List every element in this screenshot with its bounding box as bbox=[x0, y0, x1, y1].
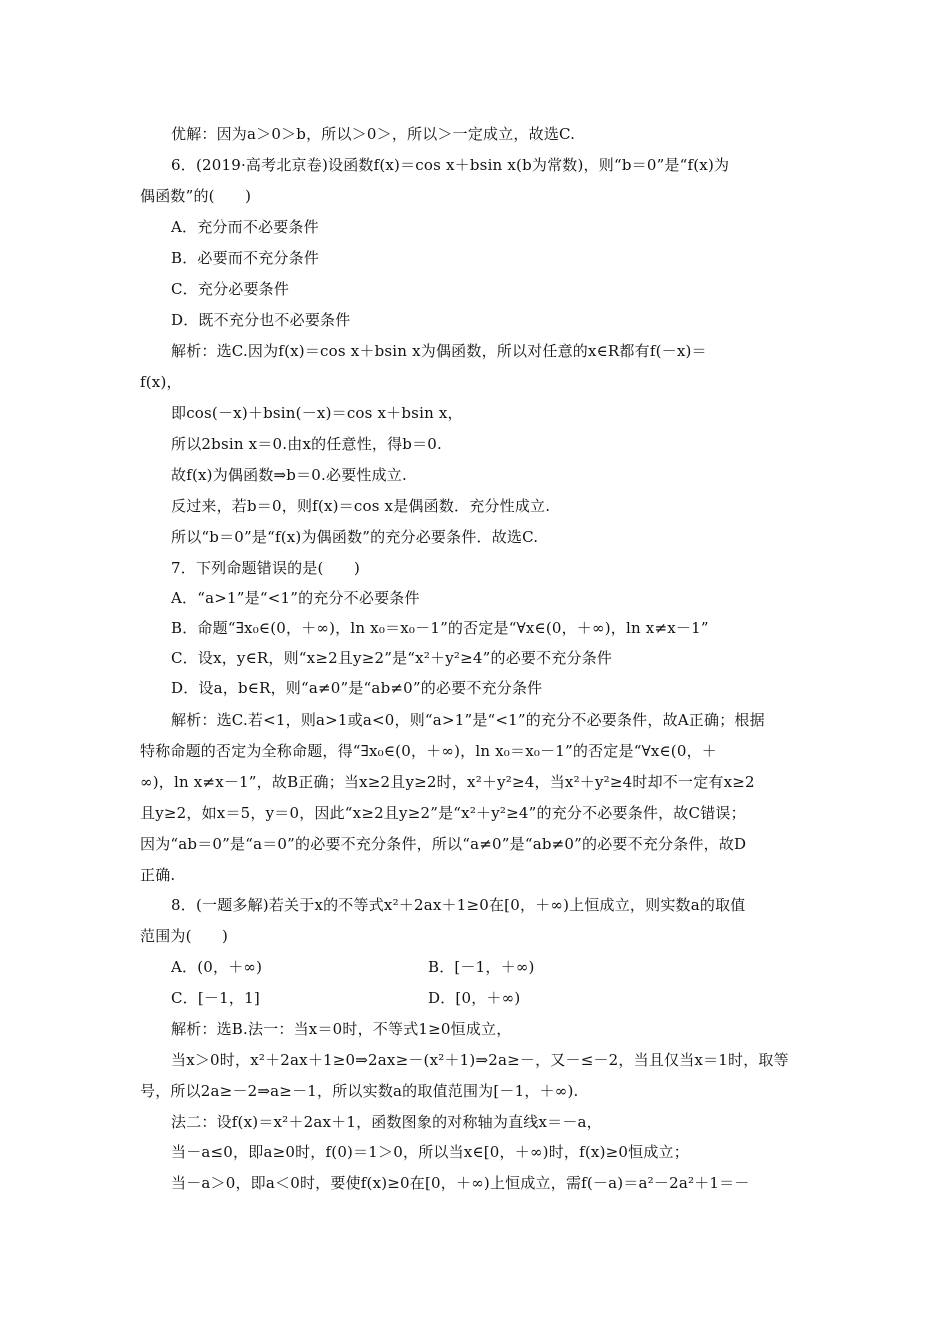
text-line: 即cos(－x)＋bsin(－x)＝cos x＋bsin x， bbox=[171, 404, 463, 422]
solution-line: 解析：选B.法一：当x＝0时，不等式1≥0恒成立， bbox=[171, 1020, 512, 1038]
text-line: 当－a≤0，即a≥0时，f(0)＝1＞0，所以当x∈[0，＋∞)时，f(x)≥0恒成立； bbox=[171, 1143, 689, 1161]
option-b: B．命题“∃x₀∈(0，＋∞)，ln x₀＝x₀－1”的否定是“∀x∈(0，＋∞)，ln x≠x－1” bbox=[171, 619, 709, 637]
option-d: D．[0，＋∞) bbox=[428, 989, 521, 1007]
text-line: 当－a＞0，即a＜0时，要使f(x)≥0在[0，＋∞)上恒成立，需f(－a)＝a²－2a²＋1＝－ bbox=[171, 1174, 750, 1192]
text-line: 号，所以2a≥－2⇒a≥－1，所以实数a的取值范围为[－1，＋∞). bbox=[140, 1082, 579, 1100]
option-d: D．设a，b∈R，则“a≠0”是“ab≠0”的必要不充分条件 bbox=[171, 679, 543, 697]
text-line: 特称命题的否定为全称命题，得“∃x₀∈(0，＋∞)，ln x₀＝x₀－1”的否定是“∀x∈(0，＋ bbox=[140, 742, 717, 760]
option-c: C．[－1，1] bbox=[171, 989, 260, 1007]
option-d: D．既不充分也不必要条件 bbox=[171, 311, 351, 329]
text-line: 正确. bbox=[140, 866, 176, 884]
text-line: 偶函数”的( ) bbox=[140, 187, 252, 205]
option-b: B．必要而不充分条件 bbox=[171, 249, 320, 267]
text-line: 当x＞0时，x²＋2ax＋1≥0⇒2ax≥－(x²＋1)⇒2a≥－，又－≤－2，当且仅当x＝1时，取等 bbox=[171, 1051, 789, 1069]
option-c: C．设x，y∈R，则“x≥2且y≥2”是“x²＋y²≥4”的必要不充分条件 bbox=[171, 649, 613, 667]
solution-line: 解析：选C.若<1，则a>1或a<0，则“a>1”是“<1”的充分不必要条件，故A正确；根据 bbox=[171, 711, 765, 729]
text-line: 且y≥2，如x＝5，y＝0，因此“x≥2且y≥2”是“x²＋y²≥4”的充分不必要条件，故C错误； bbox=[140, 804, 746, 822]
option-a: A．“a>1”是“<1”的充分不必要条件 bbox=[171, 589, 420, 607]
solution-line: 解析：选C.因为f(x)＝cos x＋bsin x为偶函数，所以对任意的x∈R都有f(－x)＝ bbox=[171, 342, 707, 360]
question-6-stem: 6．(2019·高考北京卷)设函数f(x)＝cos x＋bsin x(b为常数)，则“b＝0”是“f(x)为 bbox=[171, 156, 730, 174]
text-line: f(x)， bbox=[140, 373, 182, 391]
text-line: 法二：设f(x)＝x²＋2ax＋1，函数图象的对称轴为直线x＝－a， bbox=[171, 1113, 602, 1131]
text-line: 所以“b＝0”是“f(x)为偶函数”的充分必要条件．故选C. bbox=[171, 528, 539, 546]
text-line: 反过来，若b＝0，则f(x)＝cos x是偶函数．充分性成立. bbox=[171, 497, 551, 515]
text-line: ∞)，ln x≠x－1”，故B正确；当x≥2且y≥2时，x²＋y²≥4，当x²＋y²≥4时却不一定有x≥2 bbox=[140, 773, 755, 791]
option-a: A．(0，＋∞) bbox=[171, 958, 263, 976]
text-line: 因为“ab＝0”是“a＝0”的必要不充分条件，所以“a≠0”是“ab≠0”的必要不充分条件，故D bbox=[140, 835, 747, 853]
text-line: 优解：因为a＞0＞b，所以＞0＞，所以＞一定成立，故选C. bbox=[171, 125, 576, 143]
option-a: A．充分而不必要条件 bbox=[171, 218, 319, 236]
option-c: C．充分必要条件 bbox=[171, 280, 290, 298]
question-7-stem: 7．下列命题错误的是( ) bbox=[171, 559, 361, 577]
text-line: 所以2bsin x＝0.由x的任意性，得b＝0. bbox=[171, 435, 443, 453]
text-line: 故f(x)为偶函数⇒b＝0.必要性成立. bbox=[171, 466, 407, 484]
question-8-stem: 8．(一题多解)若关于x的不等式x²＋2ax＋1≥0在[0，＋∞)上恒成立，则实数a的取值 bbox=[171, 896, 746, 914]
text-line: 范围为( ) bbox=[140, 927, 229, 945]
option-b: B．[－1，＋∞) bbox=[428, 958, 535, 976]
